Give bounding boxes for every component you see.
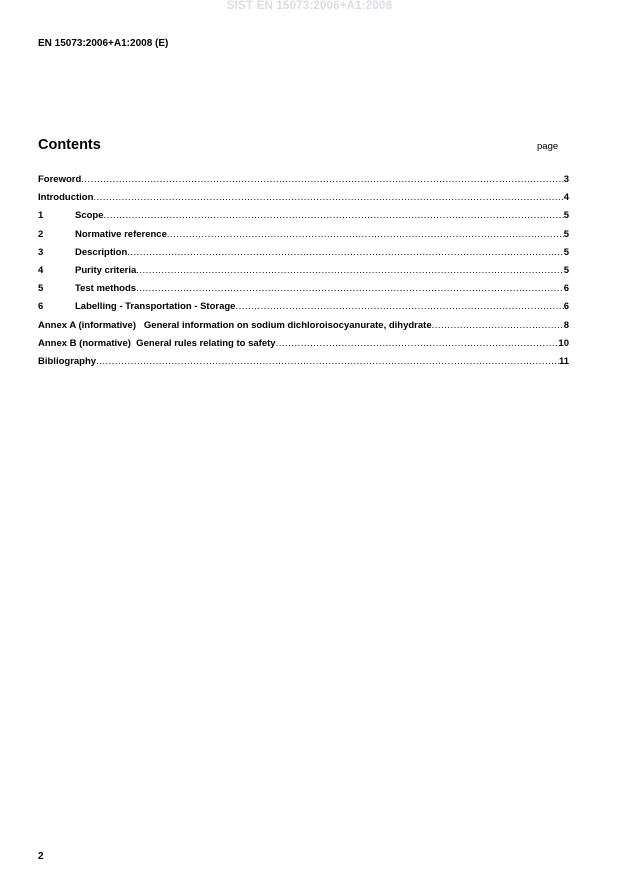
page-number: 2 [38, 851, 44, 862]
toc-entry-title: Description [75, 246, 128, 258]
toc-entry-title: Scope [75, 210, 104, 222]
toc-entry-page: 6 [563, 283, 569, 295]
dot-leader [136, 265, 563, 276]
toc-entry-annex-a[interactable] [38, 320, 569, 338]
dot-leader [432, 320, 564, 331]
toc-entry-labelling[interactable] [38, 301, 569, 319]
toc-entry-purity-criteria[interactable] [38, 265, 569, 283]
toc-entry-test-methods[interactable] [38, 283, 569, 301]
toc-entry-number: 2 [38, 228, 44, 240]
toc-entry-title: Annex B (normative) General rules relating to safety [38, 337, 276, 349]
toc-entry-annex-b[interactable] [38, 338, 569, 356]
toc-entry-page: 10 [558, 337, 569, 349]
toc-entry-title: Foreword [38, 174, 82, 185]
toc-entry-title: Purity criteria [75, 264, 137, 276]
toc-entry-number: 5 [38, 283, 44, 295]
toc-entry-bibliography[interactable] [38, 356, 569, 374]
dot-leader [127, 247, 563, 258]
dot-leader [104, 210, 564, 221]
dot-leader [81, 174, 563, 185]
dot-leader [276, 338, 559, 349]
dot-leader [136, 283, 564, 294]
toc-entry-number: 6 [38, 301, 44, 313]
toc-entry-number: 4 [38, 264, 44, 276]
dot-leader [96, 356, 559, 367]
toc-entry-page: 11 [558, 355, 569, 367]
toc-entry-title: Introduction [38, 192, 94, 204]
dot-leader [167, 229, 564, 240]
toc-entry-page: 5 [563, 264, 569, 276]
page-column-label: page [537, 141, 559, 152]
toc-entry-number: 1 [38, 210, 44, 222]
toc-entry-title: Annex A (informative) General information on sodium dichloroisocyanurate, dihydrate [38, 319, 432, 331]
dot-leader [93, 192, 563, 203]
toc-entry-foreword[interactable] [38, 174, 569, 192]
document-identifier: EN 15073:2006+A1:2008 (E) [38, 38, 169, 49]
contents-heading: Contents [38, 137, 101, 153]
toc-entry-title: Bibliography [38, 355, 97, 367]
toc-entry-number: 3 [38, 246, 44, 258]
toc-entry-scope[interactable] [38, 210, 569, 228]
watermark: SIST EN 15073:2006+A1:2008 [226, 0, 393, 12]
toc-entry-title: Labelling - Transportation - Storage [75, 301, 236, 313]
toc-entry-page: 5 [563, 210, 569, 222]
toc-entry-description[interactable] [38, 247, 569, 265]
table-of-contents [38, 174, 569, 374]
toc-entry-title: Test methods [75, 283, 137, 295]
toc-entry-page: 3 [563, 174, 569, 185]
dot-leader [235, 301, 563, 312]
toc-entry-introduction[interactable] [38, 192, 569, 210]
toc-entry-page: 4 [563, 192, 569, 204]
toc-entry-page: 5 [563, 228, 569, 240]
toc-entry-page: 8 [563, 319, 569, 331]
toc-entry-page: 5 [563, 246, 569, 258]
toc-entry-normative-reference[interactable] [38, 229, 569, 247]
toc-entry-page: 6 [563, 301, 569, 313]
toc-entry-title: Normative reference [75, 228, 167, 240]
